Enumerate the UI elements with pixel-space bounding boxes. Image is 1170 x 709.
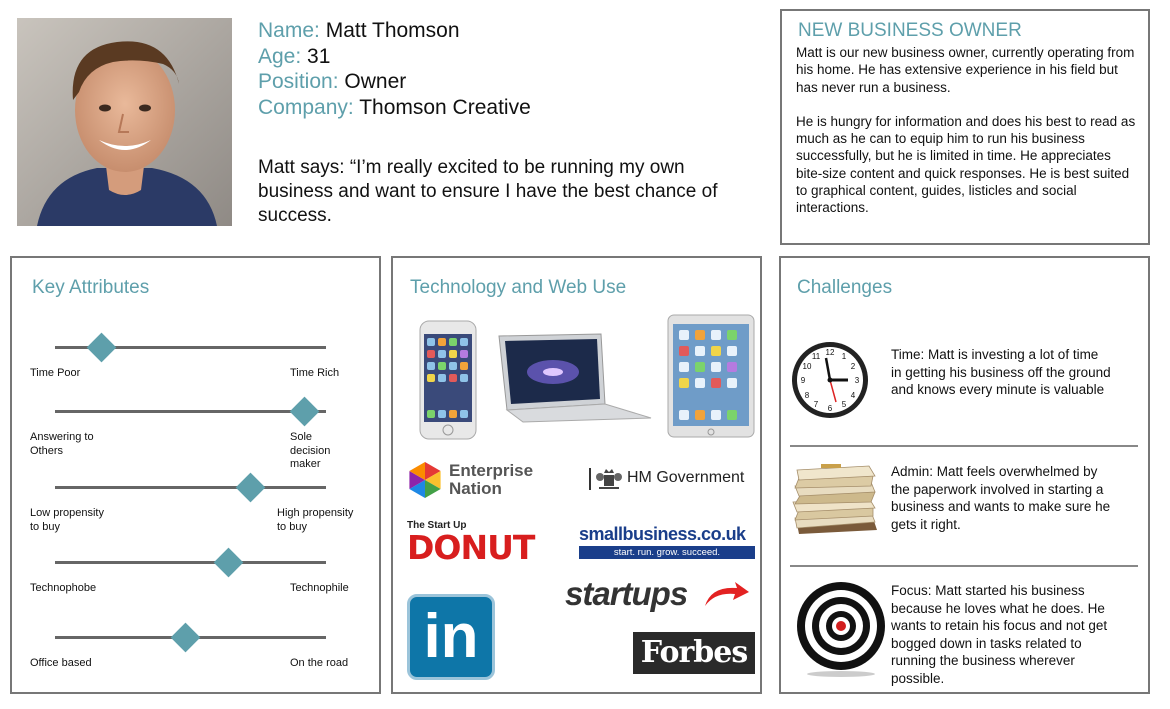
target-icon bbox=[795, 580, 887, 678]
slider-right-label: High propensity to buy bbox=[277, 507, 354, 533]
svg-text:12: 12 bbox=[825, 348, 835, 357]
age-value: 31 bbox=[307, 44, 331, 68]
enterprise-nation-mark-icon bbox=[407, 462, 443, 498]
name-row bbox=[258, 18, 758, 44]
slider-knob bbox=[235, 473, 265, 503]
challenge-time-text: Time: Matt is investing a lot of time in getting his business off the ground and knows every minute is valuable bbox=[891, 347, 1111, 397]
slider-track bbox=[55, 486, 326, 489]
smallbusiness-text: smallbusiness.co.uk bbox=[579, 524, 746, 544]
forbes-logo bbox=[633, 632, 755, 674]
nbo-paragraph-1: Matt is our new business owner, currently operating from his home. He has extensive experience in his field but has never run a business. bbox=[796, 45, 1135, 95]
laptop-icon bbox=[493, 332, 653, 424]
enterprise-nation-logo bbox=[407, 462, 547, 502]
slider-track bbox=[55, 561, 326, 564]
svg-text:4: 4 bbox=[850, 391, 856, 400]
hm-government-logo bbox=[589, 466, 749, 492]
nbo-title: NEW BUSINESS OWNER bbox=[798, 20, 1022, 41]
startups-text: startups bbox=[565, 575, 688, 612]
slider-left-label: Technophobe bbox=[30, 582, 97, 594]
nbo-description bbox=[796, 44, 1136, 217]
royal-crest-icon bbox=[595, 467, 623, 491]
nbo-paragraph-2: He is hungry for information and does his best to read as much as he can to equip him to run his business successfully, but he is limited in time. He appreciates bite-size content and quick responses. He is best suited to graphical content, guides, listicles and social interactions. bbox=[796, 113, 1136, 216]
new-business-owner-panel bbox=[780, 9, 1150, 245]
enterprise-nation-line1: Enterprise bbox=[449, 461, 534, 480]
startup-donut-logo bbox=[407, 520, 537, 566]
svg-text:11: 11 bbox=[811, 352, 821, 361]
svg-text:1: 1 bbox=[841, 352, 847, 361]
profile-quote: Matt says: “I’m really excited to be running my own business and want to ensure I have the best chance of success. bbox=[258, 157, 718, 226]
company-row bbox=[258, 95, 758, 121]
slider-knob bbox=[86, 333, 116, 363]
challenge-admin-text: Admin: Matt feels overwhelmed by the paperwork involved in starting a business and wants to make sure he gets it right. bbox=[891, 464, 1111, 532]
position-label: Position: bbox=[258, 70, 339, 93]
svg-text:7: 7 bbox=[813, 400, 819, 409]
slider-knob bbox=[170, 623, 200, 653]
enterprise-nation-line2: Nation bbox=[449, 479, 502, 498]
slider-left-label: Office based bbox=[30, 657, 92, 669]
clock-icon bbox=[790, 340, 870, 420]
slider-right-label: Sole decision maker bbox=[290, 431, 331, 470]
challenge-divider-2 bbox=[790, 565, 1138, 567]
technology-panel bbox=[391, 256, 762, 694]
slider-right-label: Time Rich bbox=[290, 367, 340, 379]
slider-left-label: Time Poor bbox=[30, 367, 81, 379]
svg-text:8: 8 bbox=[804, 391, 810, 400]
svg-text:5: 5 bbox=[841, 400, 847, 409]
key-attributes-panel bbox=[10, 256, 381, 694]
challenge-time bbox=[781, 340, 1148, 420]
company-value: Thomson Creative bbox=[359, 95, 531, 119]
smallbusiness-logo bbox=[579, 524, 755, 560]
hm-government-text: HM Government bbox=[627, 469, 745, 486]
position-row bbox=[258, 69, 758, 95]
forbes-text: Forbes bbox=[640, 635, 748, 670]
key-attributes-title: Key Attributes bbox=[32, 277, 150, 298]
profile-photo bbox=[17, 18, 232, 226]
startups-logo bbox=[565, 574, 753, 616]
profile-details bbox=[258, 18, 758, 120]
name-value: Matt Thomson bbox=[325, 19, 460, 42]
name-label: Name: bbox=[258, 19, 320, 42]
svg-text:10: 10 bbox=[802, 362, 812, 371]
tablet-icon bbox=[667, 314, 755, 438]
challenge-divider-1 bbox=[790, 445, 1138, 447]
age-label: Age: bbox=[258, 44, 302, 68]
svg-text:3: 3 bbox=[854, 376, 860, 385]
linkedin-text: in bbox=[423, 602, 479, 671]
linkedin-logo bbox=[407, 594, 495, 680]
smartphone-icon bbox=[419, 320, 477, 440]
slider-left-label: Low propensity to buy bbox=[30, 507, 104, 533]
challenge-admin bbox=[781, 458, 1148, 538]
hm-government-rule bbox=[589, 468, 591, 490]
technology-title: Technology and Web Use bbox=[410, 277, 627, 298]
donut-top-text: The Start Up bbox=[407, 520, 467, 531]
swoosh-arrow-icon bbox=[701, 580, 751, 610]
paperwork-icon bbox=[791, 462, 879, 534]
slider-knob bbox=[214, 548, 244, 578]
age-row bbox=[258, 44, 758, 70]
challenge-focus-text: Focus: Matt started his business because he loves what he does. He wants to retain his focus and not get bogged down in tasks related to running the business wherever possible. bbox=[891, 583, 1108, 686]
slider-right-label: On the road bbox=[290, 657, 349, 669]
company-label: Company: bbox=[258, 95, 354, 119]
slider-knob bbox=[289, 397, 319, 427]
challenges-panel bbox=[779, 256, 1150, 694]
smallbusiness-tagline: start. run. grow. succeed. bbox=[579, 546, 755, 559]
svg-text:6: 6 bbox=[827, 404, 833, 413]
position-value: Owner bbox=[344, 70, 407, 93]
person-portrait-icon bbox=[17, 18, 232, 226]
svg-text:9: 9 bbox=[800, 376, 806, 385]
slider-left-label: Answering to Others bbox=[30, 431, 94, 457]
svg-text:2: 2 bbox=[850, 362, 856, 371]
slider-right-label: Technophile bbox=[290, 582, 349, 594]
donut-text: DONUT bbox=[407, 528, 535, 567]
slider-track bbox=[55, 410, 326, 413]
challenge-focus bbox=[781, 580, 1148, 686]
challenges-title: Challenges bbox=[797, 277, 893, 298]
